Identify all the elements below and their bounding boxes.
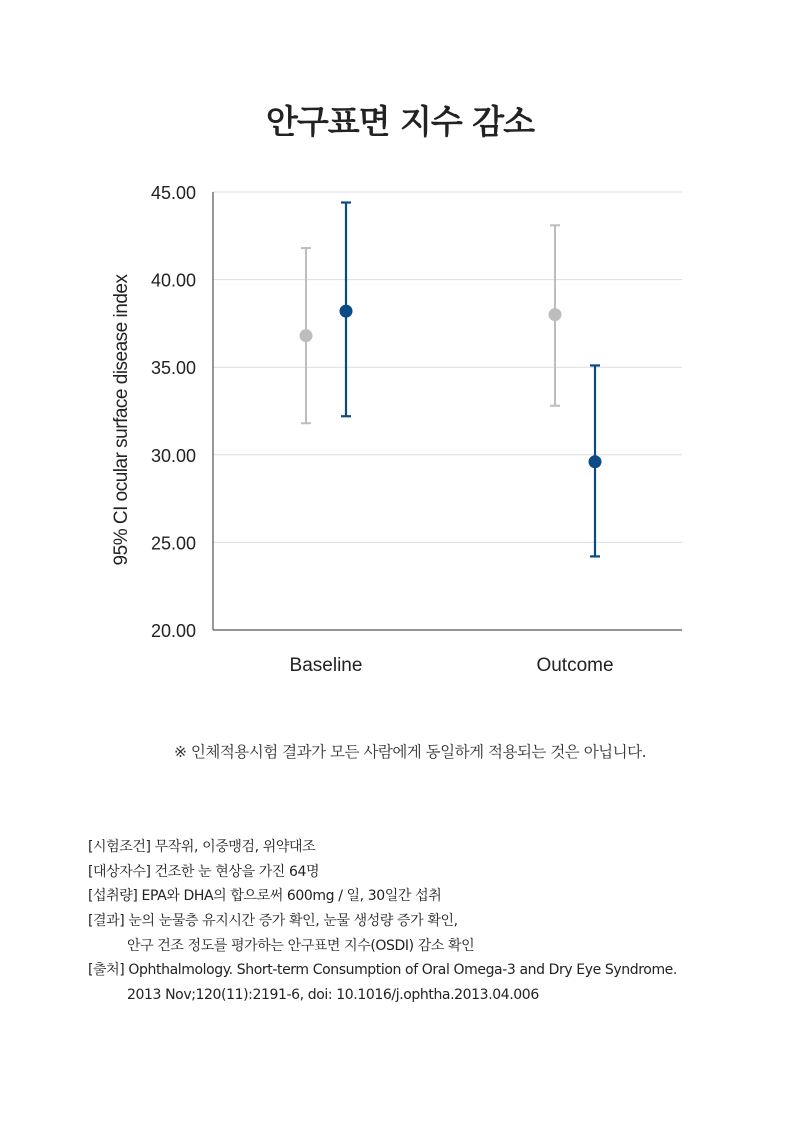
y-tick-label: 35.00 [150, 358, 196, 379]
x-tick-label: Outcome [536, 655, 614, 676]
note-subjects: [대상자수] 건조한 눈 현상을 가진 64명 [88, 863, 320, 880]
y-axis-ticks [151, 183, 196, 641]
mean-point [549, 308, 562, 321]
y-tick-label: 20.00 [150, 621, 196, 641]
x-tick-label: Baseline [289, 655, 363, 676]
chart-title: 안구표면 지수 감소 [265, 102, 534, 141]
note-result-cont: 안구 건조 정도를 평가하는 안구표면 지수(OSDI) 감소 확인 [127, 937, 475, 954]
mean-point [589, 455, 602, 468]
error-bar-outcome [589, 365, 602, 556]
error-bars [300, 203, 602, 557]
y-tick-label: 45.00 [150, 183, 196, 203]
y-tick-label: 30.00 [150, 445, 196, 466]
error-bar-outcome [549, 225, 562, 405]
y-tick-label: 40.00 [150, 270, 196, 291]
gridlines [213, 192, 682, 542]
axes [213, 192, 682, 630]
mean-point [340, 305, 353, 318]
study-notes [88, 835, 788, 1008]
y-axis-label: 95% CI ocular surface disease index [111, 274, 132, 566]
note-source-cont: 2013 Nov;120(11):2191-6, doi: 10.1016/j.ophtha.2013.04.006 [127, 987, 539, 1004]
error-bar-baseline [340, 203, 353, 417]
note-result: [결과] 눈의 눈물층 유지시간 증가 확인, 눈물 생성량 증가 확인, [88, 913, 458, 930]
error-bar-baseline [300, 248, 313, 423]
note-source: [출처] Ophthalmology. Short-term Consumption of Oral Omega-3 and Dry Eye Syndrome. [88, 962, 677, 979]
y-tick-label: 25.00 [150, 533, 196, 554]
note-intake: [섭취량] EPA와 DHA의 합으로써 600mg / 일, 30일간 섭취 [88, 888, 442, 905]
note-conditions: [시험조건] 무작위, 이중맹검, 위약대조 [88, 839, 316, 855]
mean-point [300, 329, 313, 342]
disclaimer-notice: ※ 인체적용시험 결과가 모든 사람에게 동일하게 적용되는 것은 아닙니다. [173, 743, 647, 761]
x-axis-labels [290, 655, 614, 676]
